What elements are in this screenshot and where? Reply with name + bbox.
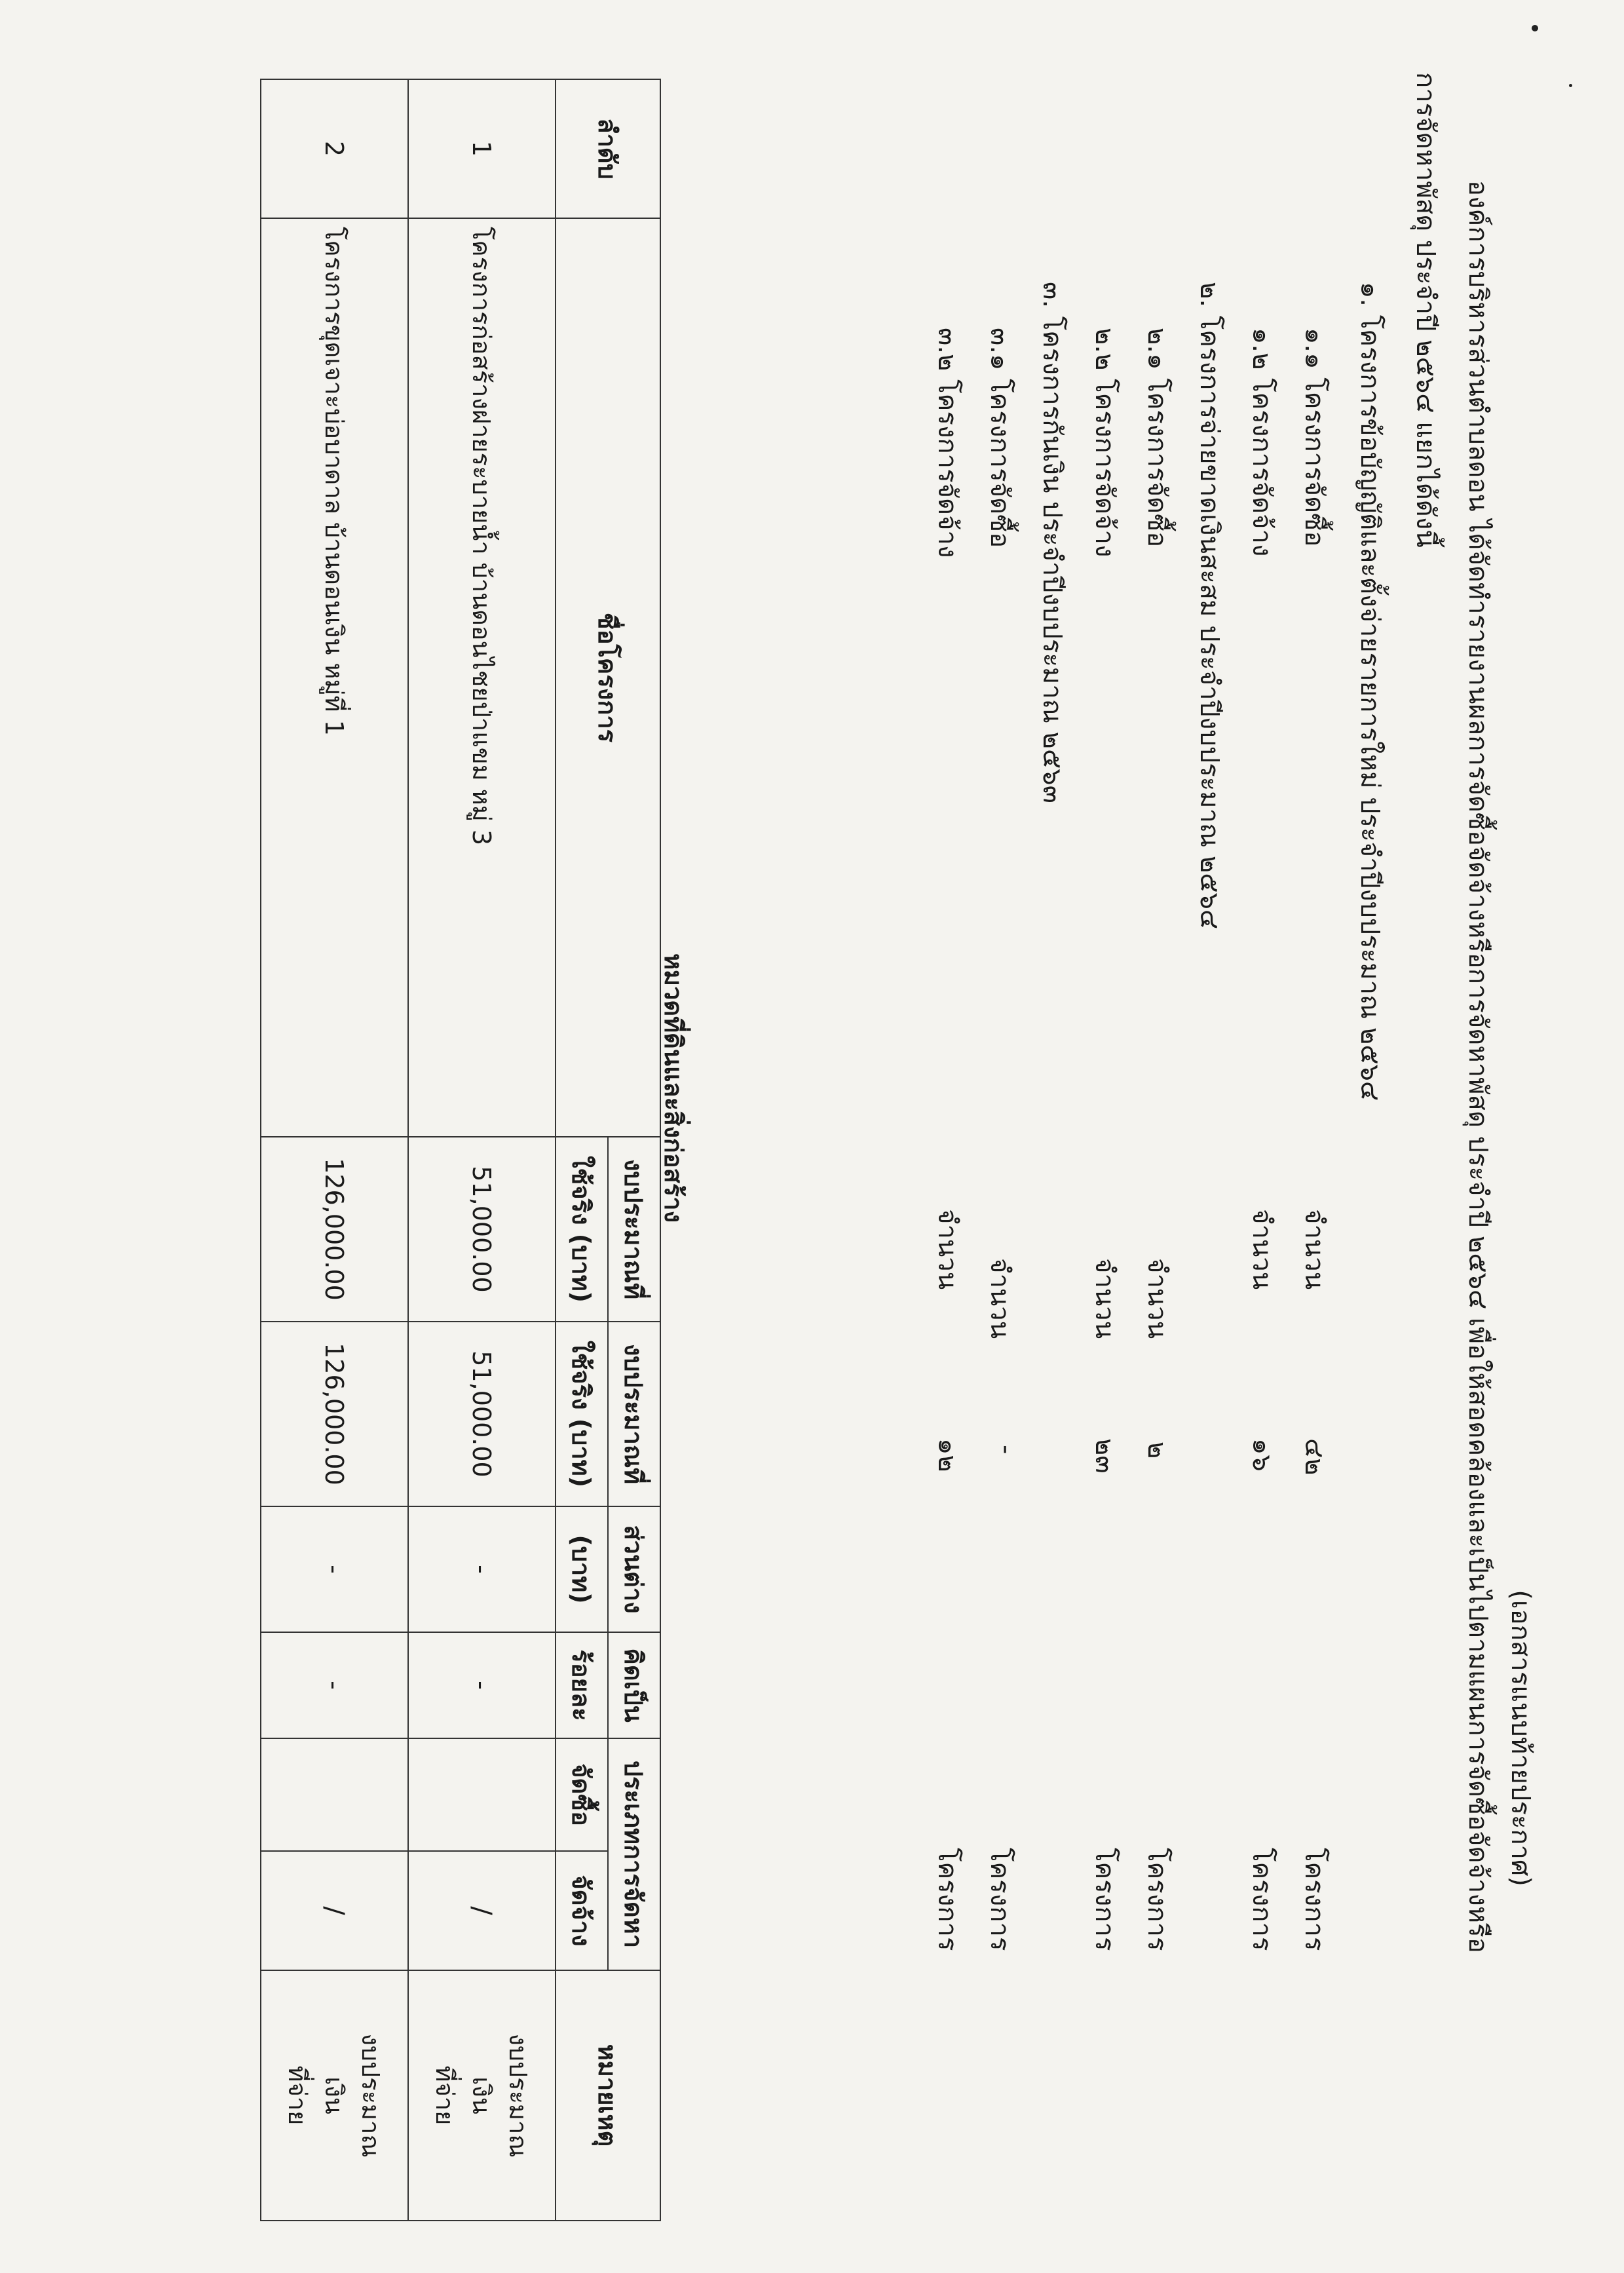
cell-budget: 51,000.00 [408, 1137, 556, 1322]
remark-line: ที่จ่าย [430, 2065, 460, 2126]
header-project-name: ชื่อโครงการ [556, 218, 660, 1137]
cell-budget: 126,000.00 [261, 1137, 408, 1322]
summary-item: ๒. โครงการจ่ายขาดเงินสะสม ประจำปีงบประมาณ ๒๕๖๔ [1194, 282, 1224, 930]
summary-item: ๓.๑ โครงการจัดซื้อ [985, 328, 1015, 548]
cell-no: 1 [408, 79, 556, 218]
count-word: จำนวน [1299, 1209, 1329, 1290]
cell-project-name: โครงการก่อสร้างฝายระบายน้ำ บ้านดอนไชยป่าแขม หมู่ 3 [408, 218, 556, 1137]
header-percent-sub: ร้อยละ [556, 1632, 608, 1738]
header-difference-sub: (บาท) [556, 1506, 608, 1632]
cell-type-purchase [261, 1738, 408, 1851]
report-title-line1: องค์การบริหารส่วนตำบลดอน ได้จัดทำรายงานผลการจัดซื้อจัดจ้างหรือการจัดหาพัสดุ ประจำปี ๒๕๖๔ เพื่อให้สอดคล้องและเป็นไปตามแผนการจัดซื้อจัดจ้างหรือ [1463, 180, 1493, 1953]
header-difference: ส่วนต่าง [608, 1506, 660, 1632]
cell-project-name: โครงการขุดเจาะบ่อบาดาล บ้านดอนเงิน หมู่ที่ 1 [261, 218, 408, 1137]
count-value: ๒ [1142, 1442, 1172, 1459]
cell-percent: - [408, 1632, 556, 1738]
table-header-row [608, 79, 660, 2221]
count-word: จำนวน [985, 1258, 1015, 1339]
count-unit: โครงการ [1299, 1848, 1329, 1951]
summary-item: ๑. โครงการข้อบัญญัติและตั้งจ่ายรายการใหม่ ประจำปีงบประมาณ ๒๕๖๔ [1355, 282, 1385, 1101]
header-remarks: หมายเหตุ [556, 1970, 660, 2221]
cell-actual: 126,000.00 [261, 1322, 408, 1506]
attachment-note: (เอกสารแนบท้ายประกาศ) [1505, 1590, 1536, 1886]
summary-item: ๑.๑ โครงการจัดซื้อ [1299, 328, 1329, 547]
header-procurement-type: ประเภทการจัดหา [608, 1738, 660, 1970]
header-percent: คิดเป็น [608, 1632, 660, 1738]
count-value: ๑๖ [1247, 1438, 1277, 1472]
header-actual: งบประมาณที่ [608, 1322, 660, 1506]
header-budget: งบประมาณที่ [608, 1137, 660, 1322]
remark-line: ที่จ่าย [283, 2065, 312, 2126]
count-unit: โครงการ [932, 1848, 962, 1951]
header-no: ลำดับ [556, 79, 660, 218]
header-actual-sub: ใช้จริง (บาท) [556, 1322, 608, 1506]
count-word: จำนวน [932, 1209, 962, 1290]
count-unit: โครงการ [1089, 1848, 1120, 1951]
cell-remarks [261, 1970, 408, 2221]
count-word: จำนวน [1142, 1258, 1172, 1339]
count-value: ๑๒ [932, 1438, 962, 1472]
summary-item: ๓. โครงการกันเงิน ประจำปีงบประมาณ ๒๕๖๓ [1037, 282, 1067, 803]
count-unit: โครงการ [985, 1848, 1015, 1951]
cell-difference: - [261, 1506, 408, 1632]
cell-percent: - [261, 1632, 408, 1738]
count-value: ๔๒ [1299, 1438, 1329, 1476]
count-unit: โครงการ [1142, 1848, 1172, 1951]
remark-line: เงิน [320, 2076, 349, 2114]
table-row [261, 79, 408, 2221]
summary-item: ๑.๒ โครงการจัดจ้าง [1247, 328, 1277, 557]
header-type-purchase: จัดซื้อ [556, 1738, 608, 1851]
header-type-hire: จัดจ้าง [556, 1851, 608, 1970]
count-unit: โครงการ [1247, 1848, 1277, 1951]
count-value: ๒๓ [1089, 1438, 1120, 1474]
cell-type-hire-check: / [408, 1851, 556, 1970]
header-budget-sub: ใช้จริง (บาท) [556, 1137, 608, 1322]
table-row [408, 79, 556, 2221]
cell-actual: 51,000.00 [408, 1322, 556, 1506]
category-label: หมวดที่ดินและสิ่งก่อสร้าง [659, 953, 688, 1223]
cell-type-purchase [408, 1738, 556, 1851]
count-value: - [991, 1445, 1021, 1455]
remark-line: งบประมาณ [356, 2033, 386, 2158]
count-word: จำนวน [1247, 1209, 1277, 1290]
summary-item: ๓.๒ โครงการจัดจ้าง [932, 328, 962, 558]
cell-type-hire-check: / [261, 1851, 408, 1970]
summary-item: ๒.๑ โครงการจัดซื้อ [1142, 328, 1172, 548]
remark-line: งบประมาณ [504, 2033, 533, 2158]
count-word: จำนวน [1089, 1258, 1120, 1339]
cell-no: 2 [261, 79, 408, 218]
cell-difference: - [408, 1506, 556, 1632]
remark-line: เงิน [467, 2076, 497, 2114]
summary-item: ๒.๒ โครงการจัดจ้าง [1089, 328, 1120, 558]
procurement-table [260, 79, 661, 2221]
cell-remarks [408, 1970, 556, 2221]
report-title-line2: การจัดหาพัสดุ ประจำปี ๒๕๖๔ แยกได้ดังนี้ [1410, 72, 1441, 548]
